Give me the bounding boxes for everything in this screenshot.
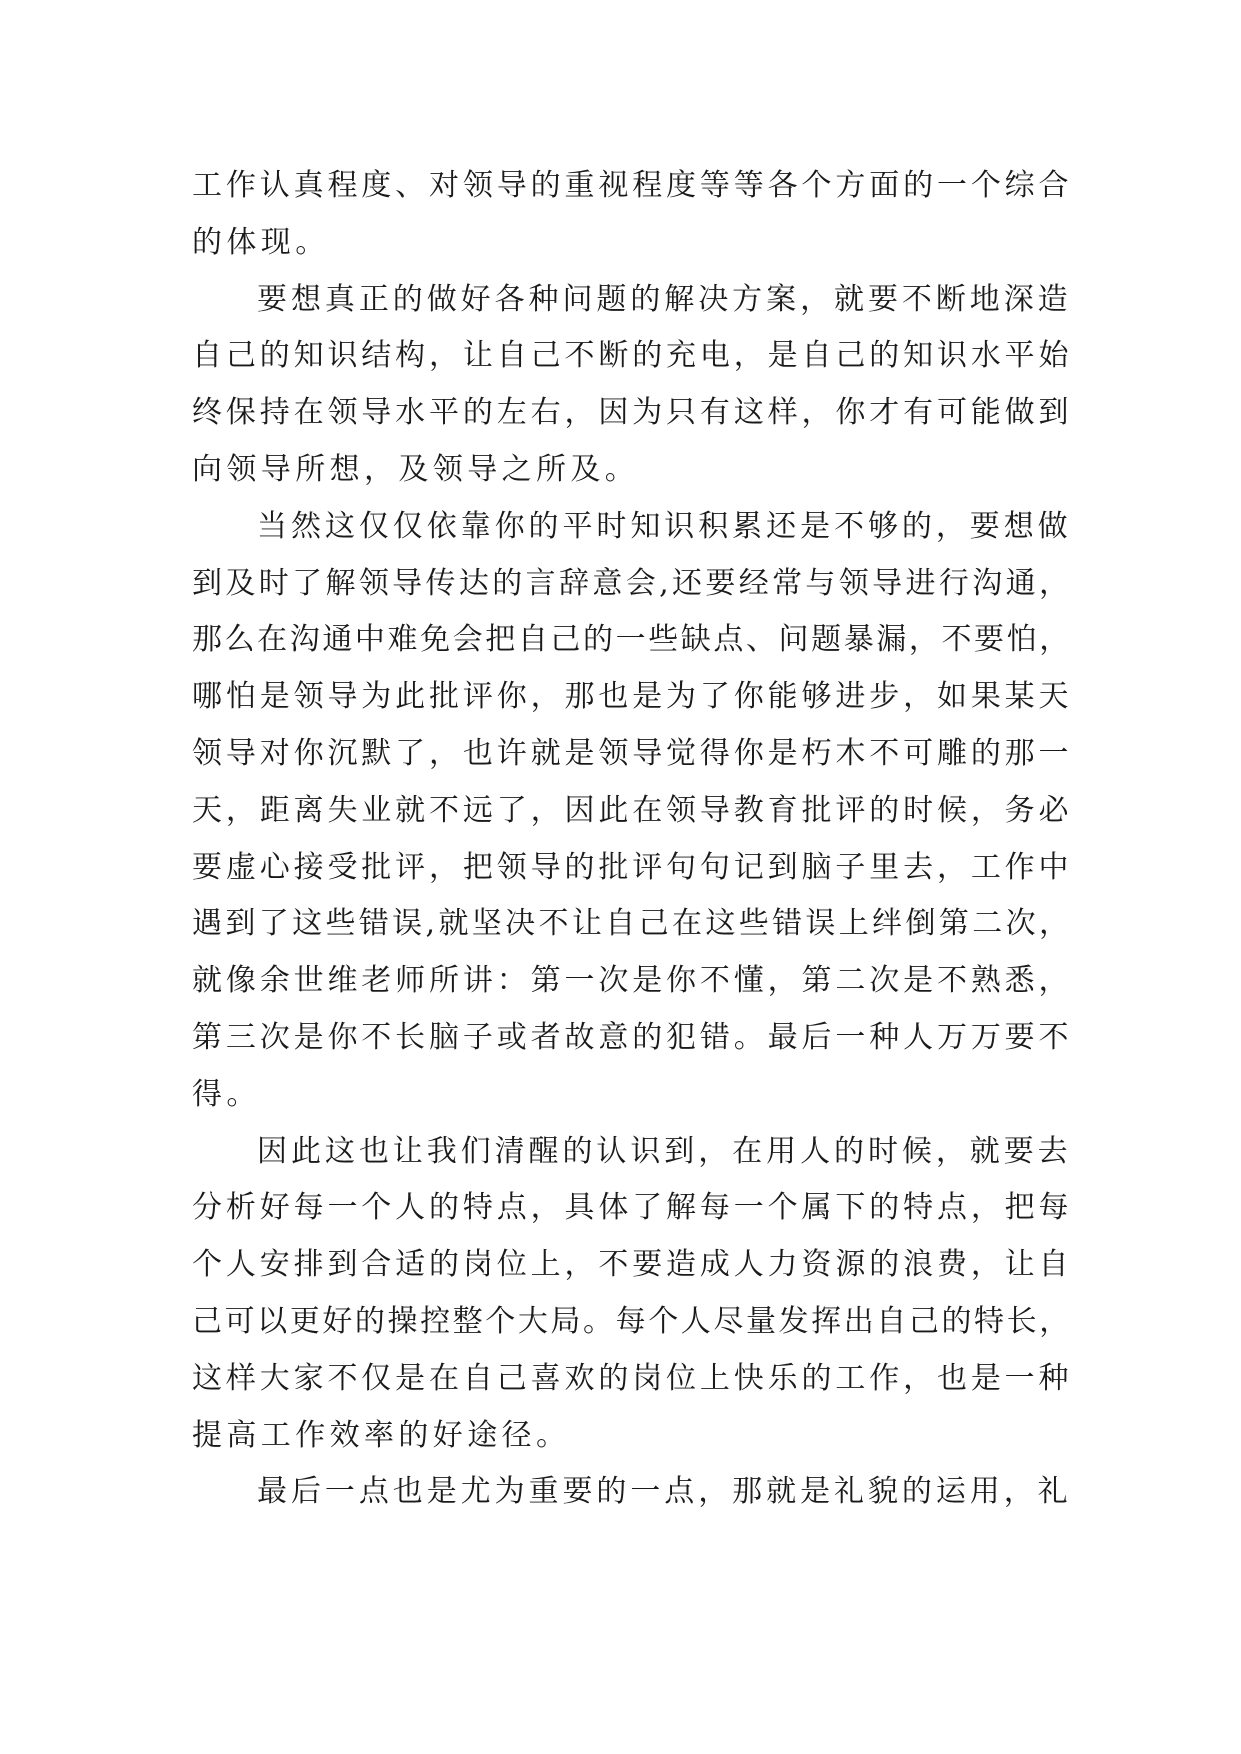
text-line: 要想真正的做好各种问题的解决方案，就要不断地深造 [257, 281, 1072, 317]
text-line: 就像余世维老师所讲：第一次是你不懂，第二次是不熟悉， [192, 963, 1073, 999]
text-line: 第三次是你不长脑子或者故意的犯错。最后一种人万万要不 [192, 1019, 1073, 1055]
paragraph [192, 1464, 1072, 1521]
text-line: 向领导所想，及领导之所及。 [192, 451, 640, 487]
text-line: 当然这仅仅依靠你的平时知识积累还是不够的，要想做 [257, 508, 1072, 544]
text-line: 提高工作效率的好途径。 [192, 1417, 571, 1453]
text-line: 要虚心接受批评，把领导的批评句句记到脑子里去，工作中 [192, 849, 1073, 885]
paragraph [192, 1124, 1072, 1465]
text-line: 那么在沟通中难免会把自己的一些缺点、问题暴漏，不要怕， [192, 622, 1072, 658]
text-line: 己可以更好的操控整个大局。每个人尽量发挥出自己的特长， [192, 1303, 1072, 1339]
text-line: 因此这也让我们清醒的认识到，在用人的时候，就要去 [257, 1133, 1072, 1169]
text-line: 领导对你沉默了，也许就是领导觉得你是朽木不可雕的那一 [192, 735, 1073, 771]
text-line: 天，距离失业就不远了，因此在领导教育批评的时候，务必 [192, 792, 1073, 828]
document-body [192, 158, 1072, 1521]
text-line: 得。 [192, 1076, 261, 1112]
text-line: 的体现。 [192, 224, 330, 260]
text-line: 哪怕是领导为此批评你，那也是为了你能够进步，如果某天 [192, 679, 1073, 715]
text-line: 最后一点也是尤为重要的一点，那就是礼貌的运用，礼 [257, 1474, 1072, 1510]
text-line: 这样大家不仅是在自己喜欢的岗位上快乐的工作，也是一种 [192, 1360, 1073, 1396]
text-line: 分析好每一个人的特点，具体了解每一个属下的特点，把每 [192, 1190, 1073, 1226]
text-line: 工作认真程度、对领导的重视程度等等各个方面的一个综合 [192, 168, 1073, 203]
text-line: 个人安排到合适的岗位上，不要造成人力资源的浪费，让自 [192, 1247, 1073, 1283]
text-line: 到及时了解领导传达的言辞意会,还要经常与领导进行沟通， [192, 565, 1073, 601]
text-line: 自己的知识结构，让自己不断的充电，是自己的知识水平始 [192, 338, 1073, 374]
paragraph [192, 158, 1072, 272]
text-line: 遇到了这些错误,就坚决不让自己在这些错误上绊倒第二次， [192, 906, 1073, 942]
paragraph [192, 499, 1072, 1124]
text-line: 终保持在领导水平的左右，因为只有这样，你才有可能做到 [192, 395, 1073, 431]
paragraph [192, 272, 1072, 499]
